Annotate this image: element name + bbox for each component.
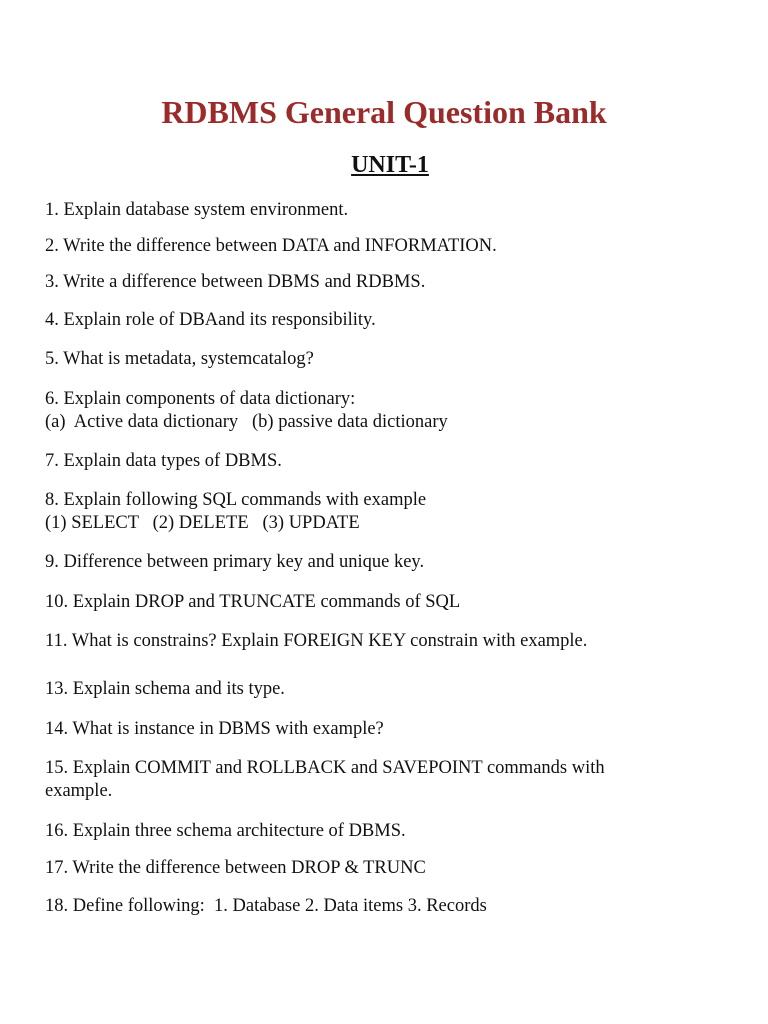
- question-text: 16. Explain three schema architecture of DBMS.: [45, 821, 406, 841]
- question-5: [45, 348, 735, 371]
- question-17: [45, 857, 735, 880]
- question-8: [45, 489, 735, 535]
- question-text: 5. What is metadata, systemcatalog?: [45, 349, 314, 369]
- question-text: 1. Explain database system environment.: [45, 200, 349, 220]
- question-text: 10. Explain DROP and TRUNCATE commands of SQL: [45, 592, 461, 612]
- question-text: 9. Difference between primary key and unique key.: [45, 552, 425, 572]
- question-4: [45, 309, 735, 332]
- question-text: 15. Explain COMMIT and ROLLBACK and SAVEPOINT commands with: [45, 758, 605, 778]
- question-7: [45, 450, 735, 473]
- question-text: 3. Write a difference between DBMS and RDBMS.: [45, 272, 426, 292]
- question-subtext: (a) Active data dictionary (b) passive data dictionary: [45, 412, 448, 432]
- question-subtext: (1) SELECT (2) DELETE (3) UPDATE: [45, 513, 360, 533]
- question-text: 7. Explain data types of DBMS.: [45, 451, 282, 471]
- question-1: [45, 199, 735, 222]
- question-18: [45, 895, 735, 918]
- question-6: [45, 388, 735, 434]
- question-14: [45, 718, 735, 741]
- question-text: 18. Define following: 1. Database 2. Data items 3. Records: [45, 896, 487, 916]
- question-13: [45, 678, 735, 701]
- question-text: 8. Explain following SQL commands with example: [45, 490, 427, 510]
- question-text: 6. Explain components of data dictionary:: [45, 389, 356, 409]
- question-text: 11. What is constrains? Explain FOREIGN KEY constrain with example.: [45, 631, 588, 651]
- question-16: [45, 820, 735, 843]
- question-10: [45, 591, 735, 614]
- question-text: 14. What is instance in DBMS with example?: [45, 719, 384, 739]
- question-15: [45, 757, 735, 803]
- question-9: [45, 551, 735, 574]
- question-3: [45, 271, 735, 294]
- question-text: 2. Write the difference between DATA and INFORMATION.: [45, 236, 497, 256]
- question-text: 17. Write the difference between DROP & TRUNC: [45, 858, 426, 878]
- question-2: [45, 235, 735, 258]
- question-text: 4. Explain role of DBAand its responsibility.: [45, 310, 376, 330]
- unit-heading: UNIT-1: [351, 152, 429, 178]
- page-title: RDBMS General Question Bank: [161, 94, 607, 130]
- question-subtext: example.: [45, 781, 113, 801]
- question-text: 13. Explain schema and its type.: [45, 679, 285, 699]
- question-11: [45, 630, 735, 653]
